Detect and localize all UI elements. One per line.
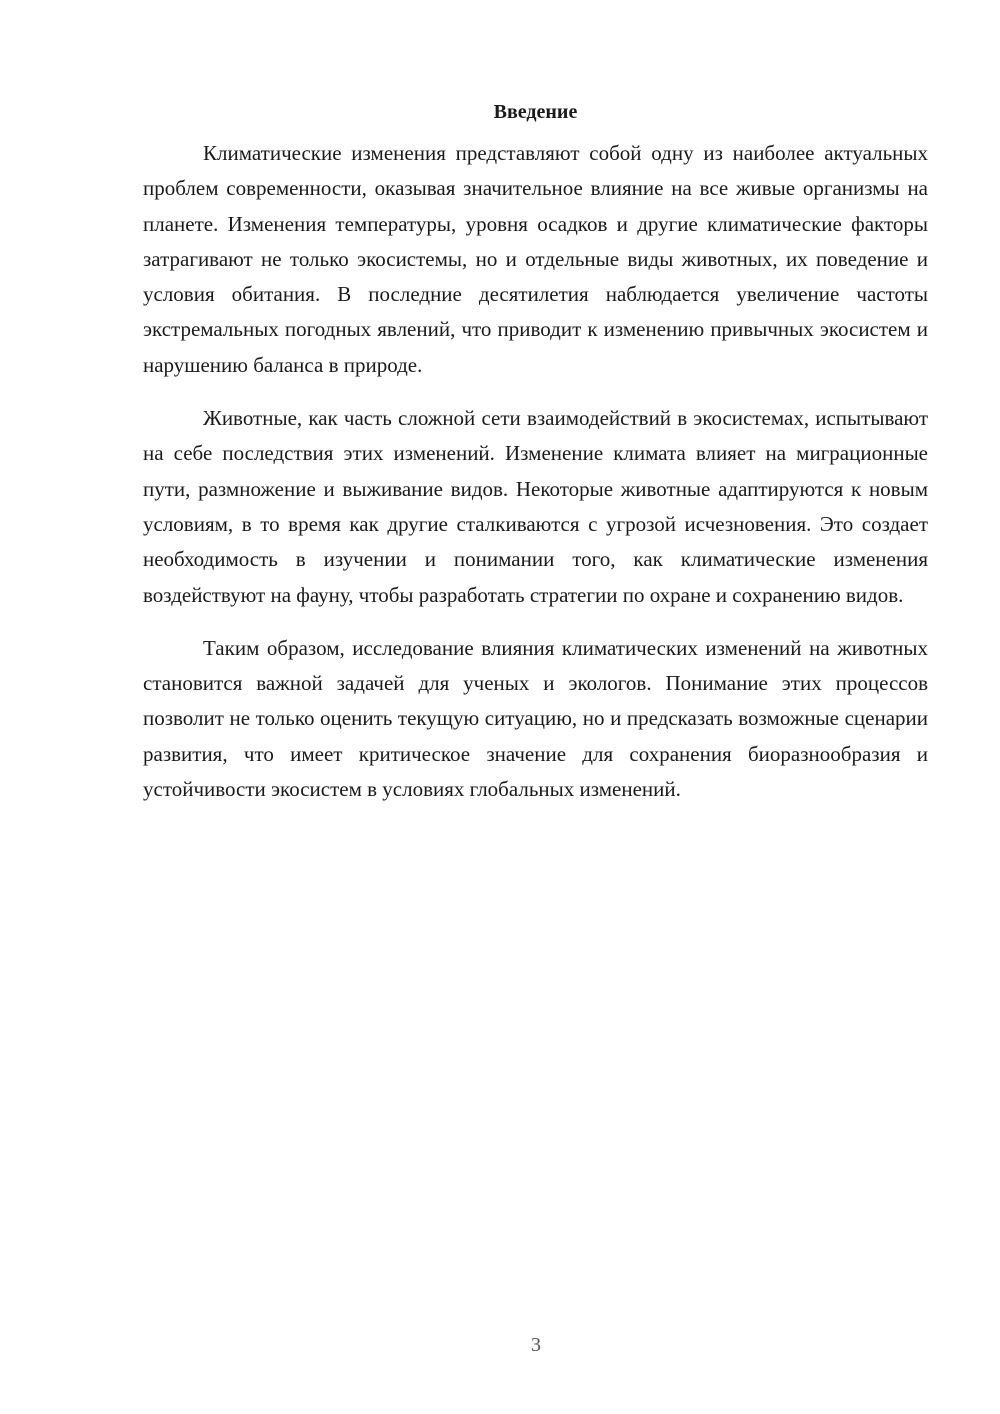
section-title: Введение <box>493 101 578 123</box>
paragraph-2: Животные, как часть сложной сети взаимодействий в экосистемах, испытывают на себе последствия этих изменений. Изменение климата влияет на миграционные пути, размножение и выживание видов. Некоторые животные адаптируются к новым условиям, в то время как другие сталкиваются с угрозой исчезновения. Это создает необходимость в изучении и понимании того, как климатические изменения воздействуют на фауну, чтобы разработать стратегии по охране и сохранению видов. <box>143 406 928 607</box>
paragraph-3: Таким образом, исследование влияния климатических изменений на животных становится важной задачей для ученых и экологов. Понимание этих процессов позволит не только оценить текущую ситуацию, но и предсказать возможные сценарии развития, что имеет критическое значение для сохранения биоразнообразия и устойчивости экосистем в условиях глобальных изменений. <box>143 635 928 802</box>
page-number: 3 <box>531 1334 541 1356</box>
page-content <box>143 98 928 825</box>
paragraph-1: Климатические изменения представляют собой одну из наиболее актуальных проблем современности, оказывая значительное влияние на все живые организмы на планете. Изменения температуры, уровня осадков и другие климатические факторы затрагивают не только экосистемы, но и отдельные виды животных, их поведение и условия обитания. В последние десятилетия наблюдается увеличение частоты экстремальных погодных явлений, что приводит к изменению привычных экосистем и нарушению баланса в природе. <box>143 141 928 377</box>
